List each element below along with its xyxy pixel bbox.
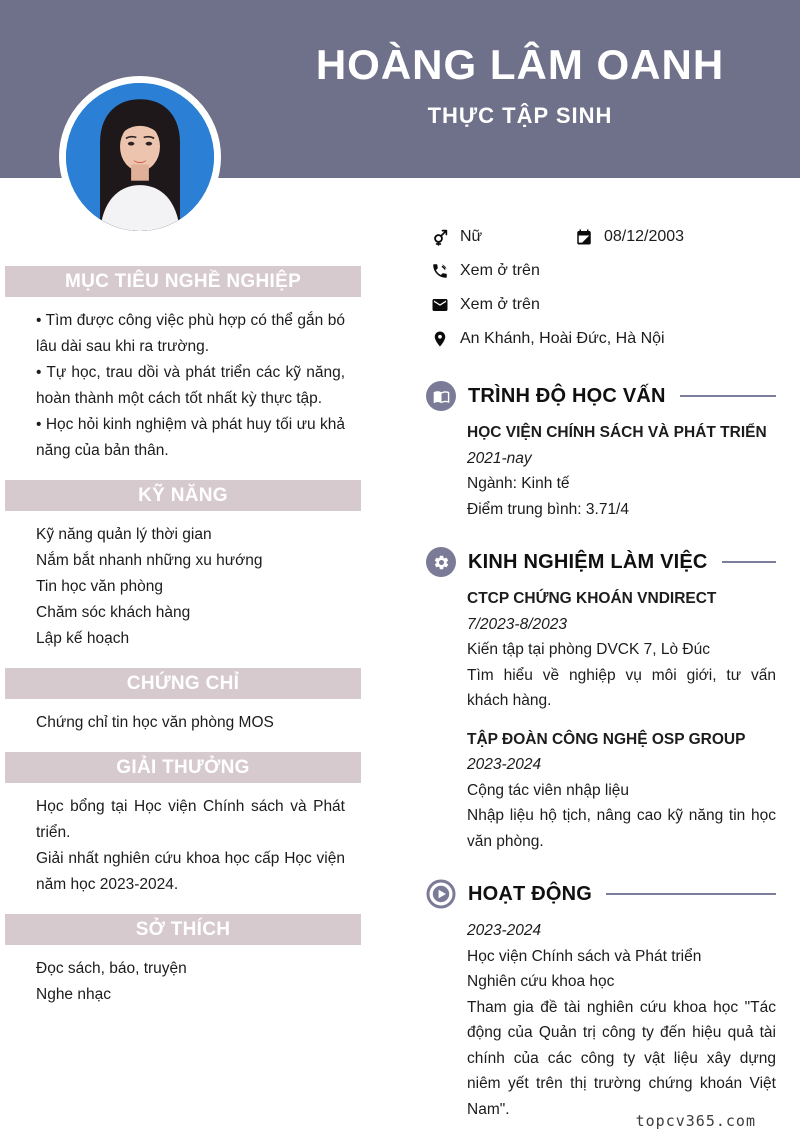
activity-title: HOẠT ĐỘNG <box>468 882 593 905</box>
education-header <box>426 381 776 411</box>
left-column <box>5 266 361 1024</box>
experience-header <box>426 547 776 577</box>
right-column <box>426 220 776 1122</box>
activity-detail: Tham gia đề tài nghiên cứu khoa học "Tác động của Quản trị công ty đến hiệu quả tài chính của các công ty vật liệu xây dựng niêm yết trên thị trường chứng khoán Việt Nam". <box>467 998 776 1118</box>
gender-icon <box>431 228 449 246</box>
company-name: CTCP CHỨNG KHOÁN VNDIRECT <box>467 590 717 607</box>
skills-content <box>5 522 361 652</box>
job-detail: Cộng tác viên nhập liệu <box>467 781 630 799</box>
job-detail: Nhập liệu hộ tịch, nâng cao kỹ năng tin học văn phòng. <box>467 807 776 850</box>
contact-row <box>431 322 776 356</box>
section-bar-awards <box>5 752 361 783</box>
certificates-content <box>5 710 361 736</box>
section-rule <box>606 893 776 896</box>
contact-row <box>431 220 776 254</box>
mail-icon <box>431 296 449 314</box>
job-period: 7/2023-8/2023 <box>467 615 567 633</box>
skill-item: Kỹ năng quản lý thời gian <box>36 526 212 543</box>
education-detail: Ngành: Kinh tế <box>467 475 570 492</box>
contact-info <box>431 220 776 356</box>
job-detail: Tìm hiểu về nghiệp vụ môi giới, tư vấn khách hàng. <box>467 666 776 709</box>
address-value: An Khánh, Hoài Đức, Hà Nội <box>460 330 665 347</box>
section-experience <box>426 547 776 854</box>
award-item: Học bổng tại Học viện Chính sách và Phát triển. <box>36 798 345 841</box>
hobbies-title: SỞ THÍCH <box>135 919 231 940</box>
section-bar-objective <box>5 266 361 297</box>
hobbies-content <box>5 956 361 1008</box>
activity-detail: Học viện Chính sách và Phát triển <box>467 947 702 965</box>
section-activity <box>426 879 776 1122</box>
experience-job <box>467 727 776 855</box>
skill-item: Chăm sóc khách hàng <box>36 604 191 621</box>
activity-period: 2023-2024 <box>467 922 542 939</box>
job-detail: Kiến tập tại phòng DVCK 7, Lò Đúc <box>467 641 710 658</box>
experience-icon <box>426 547 456 577</box>
section-rule <box>680 395 776 398</box>
activity-detail: Nghiên cứu khoa học <box>467 973 615 990</box>
awards-content <box>5 794 361 898</box>
objective-item: • Tìm được công việc phù hợp có thể gắn bó lâu dài sau khi ra trường. <box>36 312 345 355</box>
hobby-item: Nghe nhạc <box>36 986 111 1003</box>
contact-birthday <box>575 228 684 246</box>
skill-item: Tin học văn phòng <box>36 578 163 595</box>
contact-row <box>431 288 776 322</box>
experience-job <box>467 586 776 714</box>
section-bar-hobbies <box>5 914 361 945</box>
experience-body <box>467 586 776 854</box>
contact-gender <box>431 228 575 246</box>
objective-title: MỤC TIÊU NGHỀ NGHIỆP <box>64 271 302 292</box>
education-detail: Điểm trung bình: 3.71/4 <box>467 500 629 518</box>
contact-phone <box>431 262 540 280</box>
objective-item: • Học hỏi kinh nghiệm và phát huy tối ưu khả năng của bản thân. <box>36 416 345 459</box>
birthday-value: 08/12/2003 <box>604 228 685 245</box>
experience-title: KINH NGHIỆM LÀM VIỆC <box>468 550 708 573</box>
portrait-illustration <box>66 83 214 231</box>
skill-item: Lập kế hoạch <box>36 630 130 647</box>
company-name: TẬP ĐOÀN CÔNG NGHỆ OSP GROUP <box>467 730 746 748</box>
education-period: 2021-nay <box>467 449 532 467</box>
section-rule <box>722 561 776 564</box>
phone-icon <box>431 262 449 280</box>
objective-item: • Tự học, trau dồi và phát triển các kỹ năng, hoàn thành một cách tốt nhất kỳ thực tập. <box>36 364 345 407</box>
education-title: TRÌNH ĐỘ HỌC VẤN <box>468 384 666 407</box>
activity-header <box>426 879 776 909</box>
location-icon <box>431 330 449 348</box>
activity-body <box>467 918 776 1122</box>
skill-item: Nắm bắt nhanh những xu hướng <box>36 552 263 569</box>
activity-icon <box>426 879 456 909</box>
phone-value: Xem ở trên <box>460 262 540 279</box>
profile-photo <box>59 76 221 238</box>
job-period: 2023-2024 <box>467 756 542 773</box>
watermark: topcv365.com <box>635 1112 756 1130</box>
certificates-title: CHỨNG CHỈ <box>126 673 240 694</box>
education-icon <box>426 381 456 411</box>
contact-address <box>431 330 665 348</box>
job-title: THỰC TẬP SINH <box>427 103 613 128</box>
certificate-item: Chứng chỉ tin học văn phòng MOS <box>36 714 274 731</box>
objective-content <box>5 308 361 464</box>
education-body <box>467 420 776 522</box>
contact-row <box>431 254 776 288</box>
section-education <box>426 381 776 522</box>
email-value: Xem ở trên <box>460 296 540 313</box>
skills-title: KỸ NĂNG <box>138 485 228 506</box>
hobby-item: Đọc sách, báo, truyện <box>36 960 187 977</box>
section-bar-skills <box>5 480 361 511</box>
header-text <box>250 42 790 129</box>
calendar-icon <box>575 228 593 246</box>
awards-title: GIẢI THƯỞNG <box>116 757 250 778</box>
candidate-name: HOÀNG LÂM OANH <box>315 41 725 88</box>
contact-email <box>431 296 540 314</box>
school-name: HỌC VIỆN CHÍNH SÁCH VÀ PHÁT TRIỂN <box>467 424 767 441</box>
section-bar-certificates <box>5 668 361 699</box>
gender-value: Nữ <box>460 228 483 245</box>
award-item: Giải nhất nghiên cứu khoa học cấp Học viện năm học 2023-2024. <box>36 850 345 893</box>
